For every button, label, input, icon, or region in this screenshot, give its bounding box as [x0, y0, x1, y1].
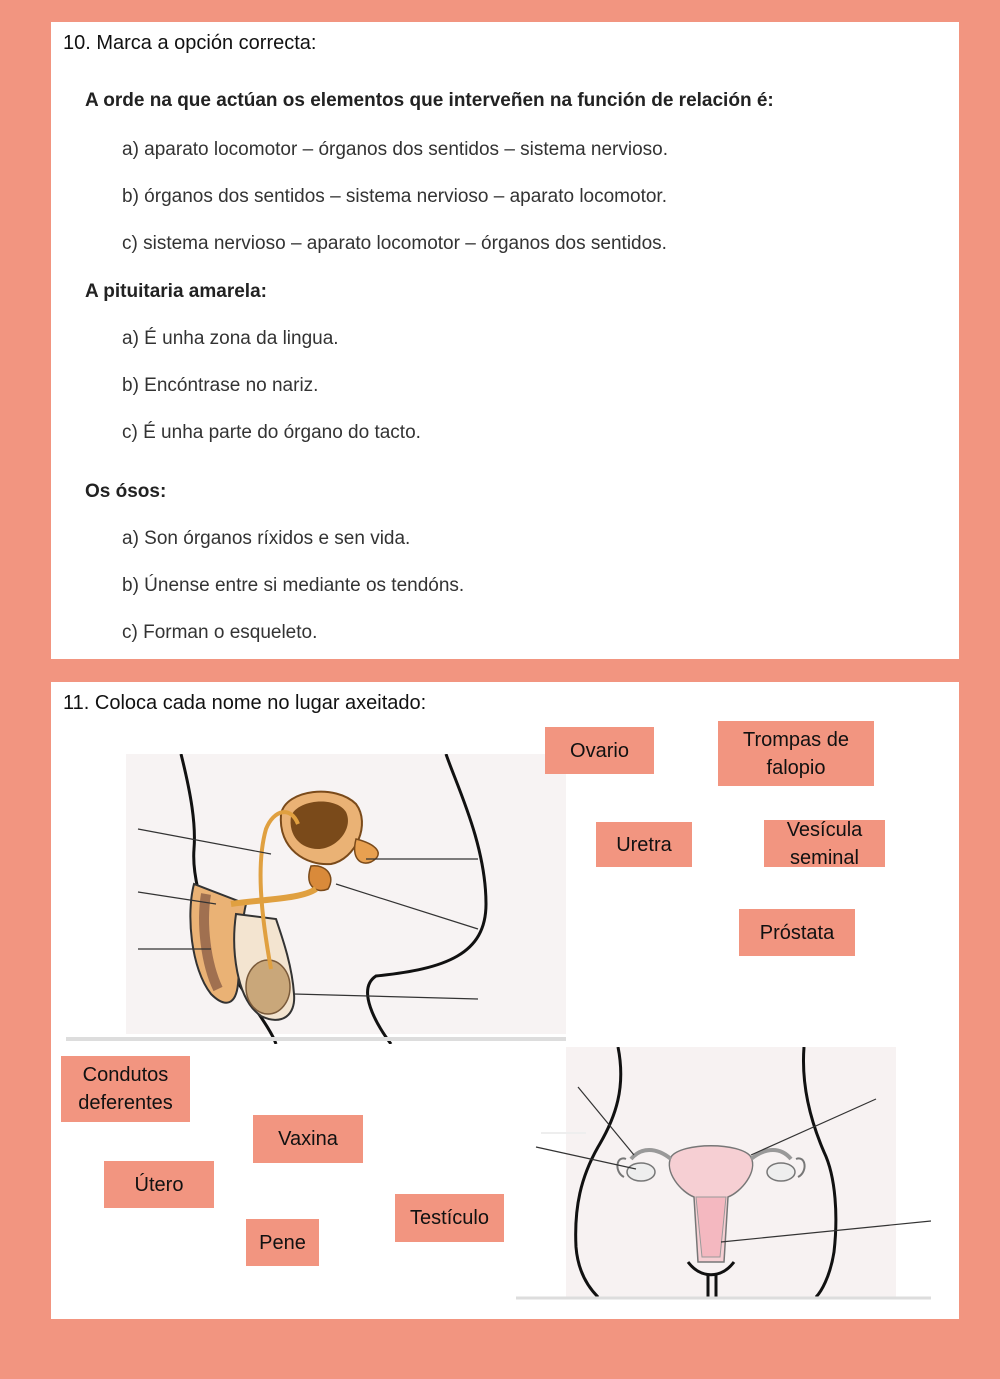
label-pene[interactable]: Pene — [246, 1219, 319, 1266]
label-uretra[interactable]: Uretra — [596, 822, 692, 867]
question-3-option-b[interactable]: b) Únense entre si mediante os tendóns. — [122, 575, 465, 596]
label-testiculo[interactable]: Testículo — [395, 1194, 504, 1242]
question-1-option-b[interactable]: b) órganos dos sentidos – sistema nervioso – aparato locomotor. — [122, 186, 667, 207]
label-vaxina[interactable]: Vaxina — [253, 1115, 363, 1163]
question-2-prompt: A pituitaria amarela: — [85, 281, 267, 302]
question-3-prompt: Os ósos: — [85, 481, 167, 502]
question-10-panel — [51, 22, 959, 659]
female-reproductive-diagram — [466, 1047, 931, 1305]
label-vesicula-seminal[interactable]: Vesícula seminal — [764, 820, 885, 867]
label-prostata[interactable]: Próstata — [739, 909, 855, 956]
label-condutos-deferentes[interactable]: Condutos deferentes — [61, 1056, 190, 1122]
question-3-option-c[interactable]: c) Forman o esqueleto. — [122, 622, 318, 643]
label-trompas-de-falopio[interactable]: Trompas de falopio — [718, 721, 874, 786]
question-10-title: 10. Marca a opción correcta: — [63, 32, 317, 54]
label-utero[interactable]: Útero — [104, 1161, 214, 1208]
question-2-option-b[interactable]: b) Encóntrase no nariz. — [122, 375, 319, 396]
question-2-option-a[interactable]: a) É unha zona da lingua. — [122, 328, 339, 349]
label-ovario[interactable]: Ovario — [545, 727, 654, 774]
question-2-option-c[interactable]: c) É unha parte do órgano do tacto. — [122, 422, 421, 443]
question-1-option-a[interactable]: a) aparato locomotor – órganos dos sentidos – sistema nervioso. — [122, 139, 669, 160]
question-11-panel — [51, 682, 959, 1319]
question-1-prompt: A orde na que actúan os elementos que interveñen na función de relación é: — [85, 90, 774, 111]
question-3-option-a[interactable]: a) Son órganos ríxidos e sen vida. — [122, 528, 411, 549]
question-11-title: 11. Coloca cada nome no lugar axeitado: — [63, 692, 427, 714]
question-1-option-c[interactable]: c) sistema nervioso – aparato locomotor – órganos dos sentidos. — [122, 233, 667, 254]
male-reproductive-diagram — [66, 754, 566, 1044]
